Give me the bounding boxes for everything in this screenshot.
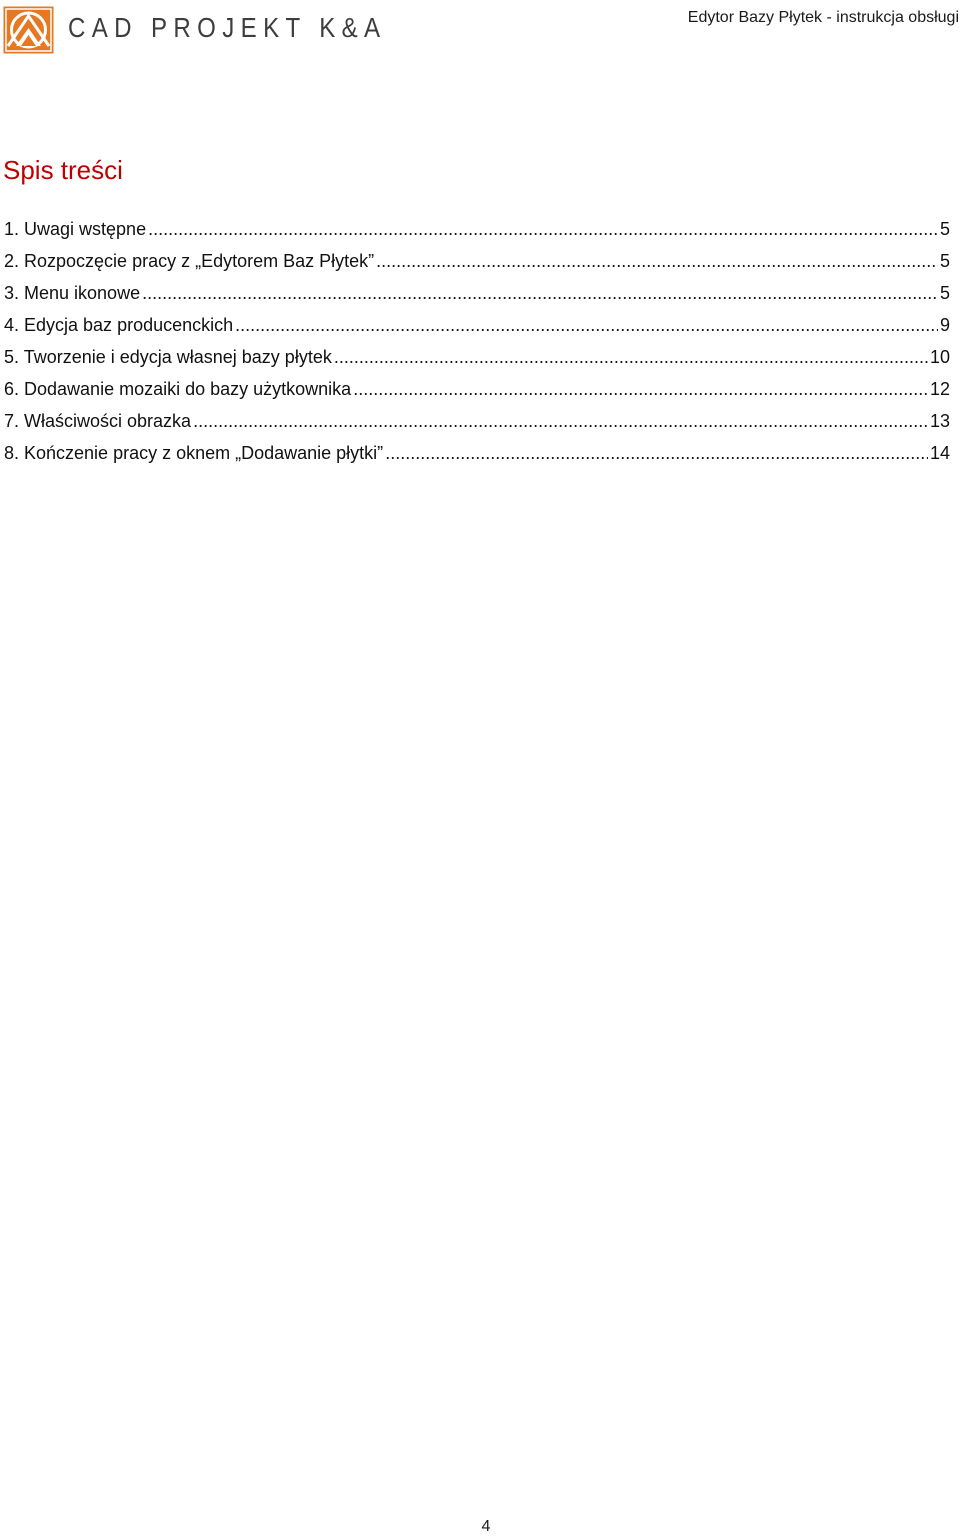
toc-entry-page: 5: [939, 283, 950, 303]
toc-entry-label: 6. Dodawanie mozaiki do bazy użytkownika: [4, 379, 352, 399]
toc-entry-page: 12: [929, 379, 950, 399]
toc-entry-label: 7. Właściwości obrazka: [4, 411, 192, 431]
cad-projekt-logo-icon: [3, 6, 54, 54]
toc-dot-leader: [193, 405, 928, 437]
toc-dot-leader: [235, 309, 938, 341]
page-number: 4: [481, 1518, 491, 1535]
toc-entry[interactable]: [4, 245, 950, 277]
toc-entry-label: 5. Tworzenie i edycja własnej bazy płytek: [4, 347, 332, 367]
toc-heading: Spis treści: [3, 155, 123, 185]
toc-entry-page: 14: [929, 443, 950, 463]
toc-entry[interactable]: [4, 213, 950, 245]
toc-entry-page: 10: [929, 347, 950, 367]
toc-entry[interactable]: [4, 437, 950, 469]
toc-entry-label: 3. Menu ikonowe: [4, 283, 141, 303]
table-of-contents: [4, 213, 950, 469]
toc-dot-leader: [353, 373, 928, 405]
toc-entry-label: 8. Kończenie pracy z oknem „Dodawanie płytki”: [4, 443, 384, 463]
toc-entry[interactable]: [4, 309, 950, 341]
brand-name: CAD PROJEKT K&A: [68, 12, 387, 43]
toc-dot-leader: [148, 213, 938, 245]
toc-entry-label: 4. Edycja baz producenckich: [4, 315, 234, 335]
toc-entry-page: 5: [939, 219, 950, 239]
toc-entry[interactable]: [4, 277, 950, 309]
toc-entry[interactable]: [4, 405, 950, 437]
toc-entry-label: 1. Uwagi wstępne: [4, 219, 147, 239]
toc-dot-leader: [385, 437, 928, 469]
document-title: Edytor Bazy Płytek - instrukcja obsługi: [687, 9, 959, 26]
toc-dot-leader: [142, 277, 938, 309]
toc-entry[interactable]: [4, 341, 950, 373]
toc-entry-page: 13: [929, 411, 950, 431]
toc-dot-leader: [376, 245, 938, 277]
toc-dot-leader: [334, 341, 928, 373]
toc-entry[interactable]: [4, 373, 950, 405]
toc-entry-page: 5: [939, 251, 950, 271]
toc-entry-page: 9: [939, 315, 950, 335]
page-header: [0, 0, 960, 60]
toc-entry-label: 2. Rozpoczęcie pracy z „Edytorem Baz Płytek”: [4, 251, 375, 271]
